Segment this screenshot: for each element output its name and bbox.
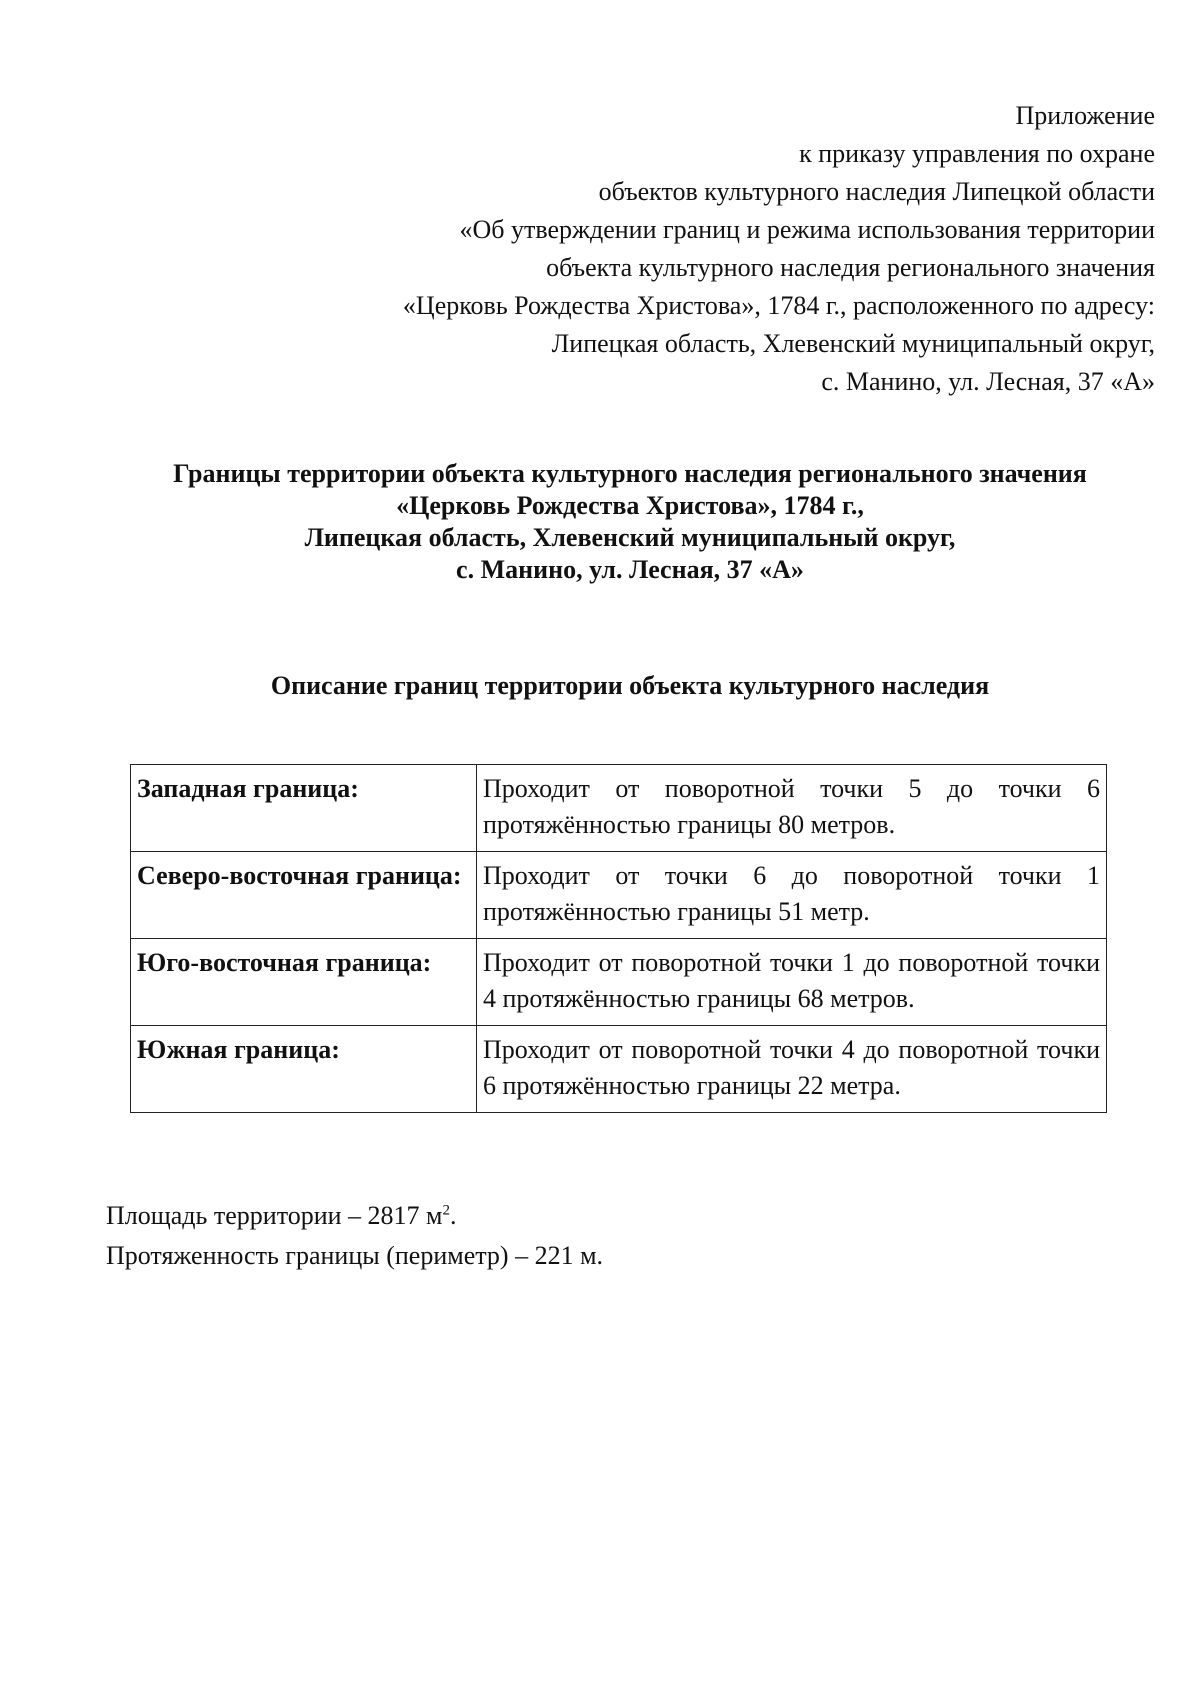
area-line [106,1196,603,1236]
area-end: . [450,1201,457,1230]
title-line: Липецкая область, Хлевенский муниципальный округ, [304,523,956,552]
perimeter-line: Протяженность границы (периметр) – 221 м. [106,1241,604,1270]
title-line: с. Манино, ул. Лесная, 37 «А» [456,555,804,584]
border-name-cell: Южная граница: [131,1026,477,1113]
appendix-line: объектов культурного наследия Липецкой области [598,177,1155,206]
appendix-line: Приложение [1015,101,1155,130]
appendix-line: к приказу управления по охране [799,139,1155,168]
summary-block [106,1196,603,1276]
border-description-cell: Проходит от поворотной точки 4 до поворотной точки 6 протяжённостью границы 22 метра. [477,1026,1107,1113]
table-row [131,1026,1107,1113]
appendix-line: «Церковь Рождества Христова», 1784 г., расположенного по адресу: [402,291,1155,320]
border-description-cell: Проходит от поворотной точки 5 до точки 6 протяжённостью границы 80 метров. [477,765,1107,852]
appendix-line: «Об утверждении границ и режима использования территории [459,215,1155,244]
title-line: «Церковь Рождества Христова», 1784 г., [396,491,864,520]
table-row [131,939,1107,1026]
appendix-line: Липецкая область, Хлевенский муниципальный округ, [551,329,1155,358]
area-superscript: 2 [442,1202,451,1219]
border-name-cell: Западная граница: [131,765,477,852]
appendix-line: с. Манино, ул. Лесная, 37 «А» [821,367,1155,396]
title-line: Границы территории объекта культурного наследия регионального значения [173,459,1087,488]
borders-table [130,764,1107,1113]
border-description-cell: Проходит от поворотной точки 1 до поворотной точки 4 протяжённостью границы 68 метров. [477,939,1107,1026]
section-subtitle: Описание границ территории объекта культурного наследия [270,671,990,700]
document-title [60,458,1200,586]
table-row [131,852,1107,939]
area-text: Площадь территории – 2817 м [106,1201,443,1230]
border-name-cell: Северо-восточная граница: [131,852,477,939]
border-description-cell: Проходит от точки 6 до поворотной точки 1 протяжённостью границы 51 метр. [477,852,1107,939]
appendix-line: объекта культурного наследия регионального значения [546,253,1155,282]
appendix-header [155,97,1155,401]
border-name-cell: Юго-восточная граница: [131,939,477,1026]
table-row [131,765,1107,852]
